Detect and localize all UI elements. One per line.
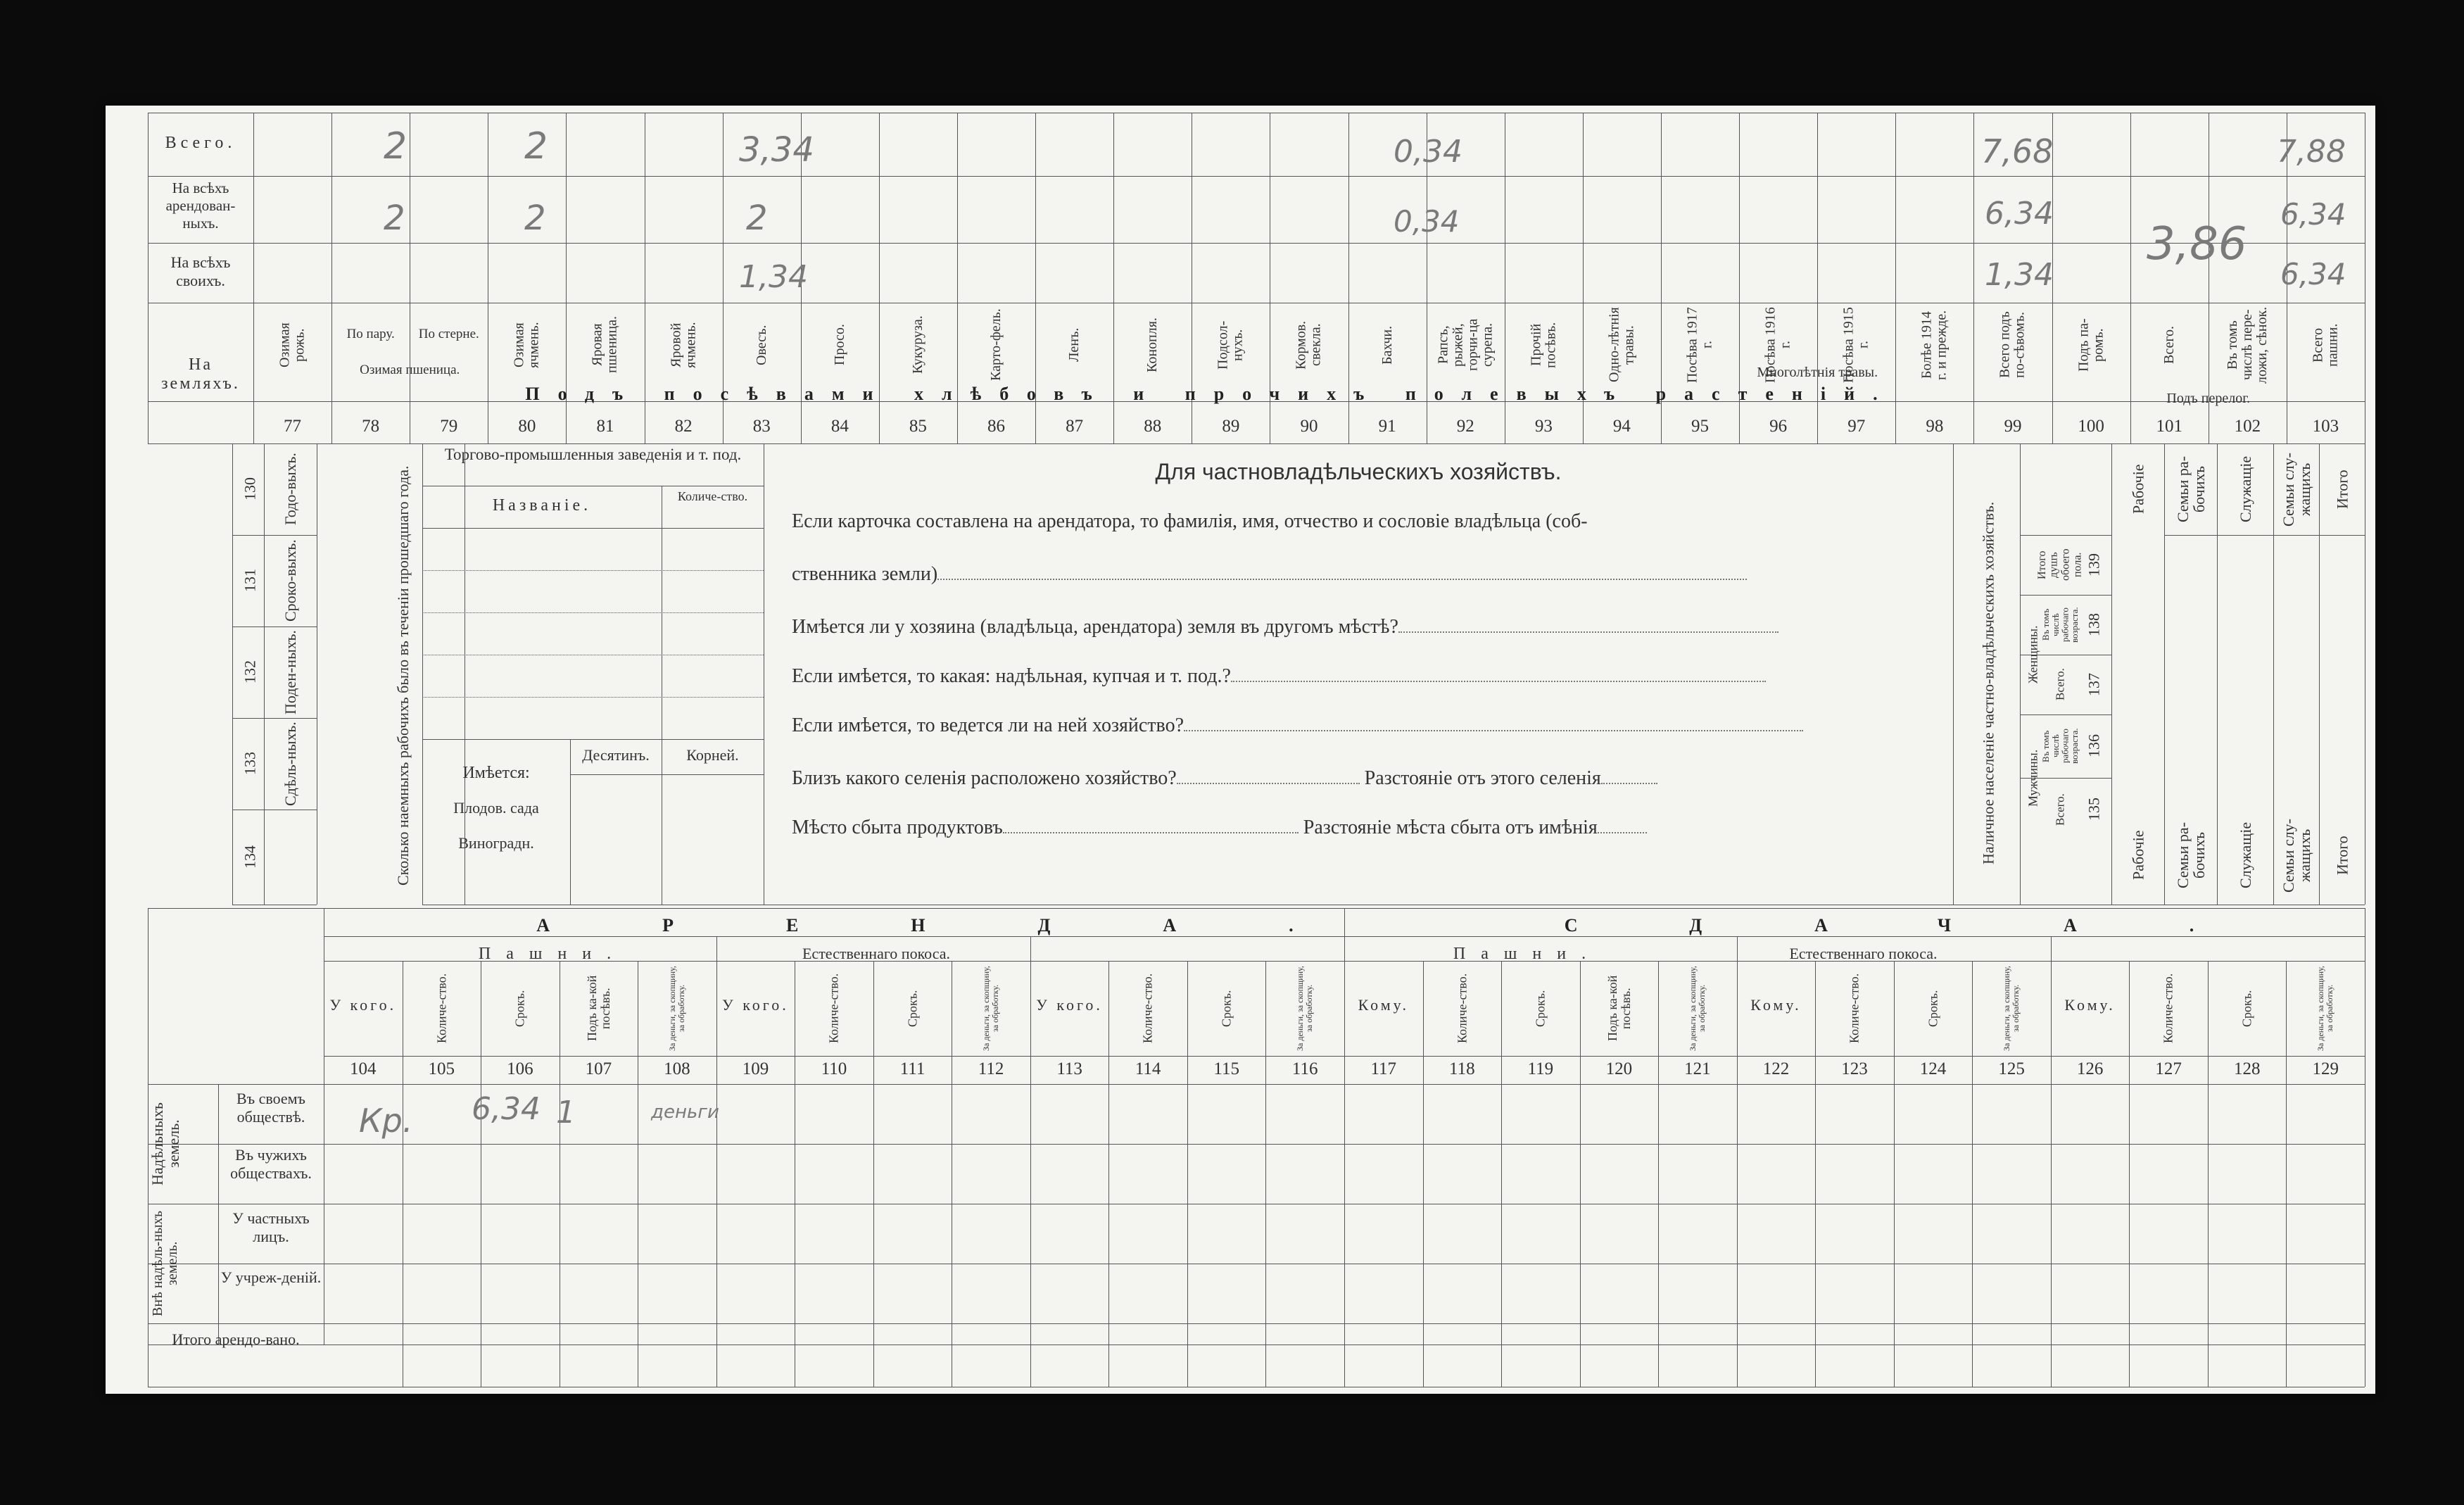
sub-ozimaya-pshenitsa: Озимая пшеница.	[360, 363, 460, 377]
hand-svoi-99: 1,34	[1985, 257, 2054, 293]
women-label: Женщины.	[2026, 625, 2040, 684]
crop-header-84: Просо.	[831, 324, 847, 366]
desyatin-label: Десятинъ.	[582, 746, 650, 764]
bottom-col-line-24	[2208, 961, 2209, 1387]
top-section-title: Подъ посѣвами хлѣбовъ и прочихъ полевыхъ растеній.	[525, 384, 1896, 404]
bottom-col-line-20	[1894, 961, 1895, 1387]
question-5	[792, 767, 1657, 790]
question-1: Если карточка составлена на арендатора, то фамилiя, имя, отчество и сословiе владѣльца (соб-	[792, 510, 1588, 532]
lease-col-header-113: У кого.	[1036, 996, 1103, 1014]
bottom-col-num-119: 119	[1527, 1059, 1554, 1078]
top-col-num-85: 85	[909, 417, 927, 436]
korney-label: Корней.	[686, 746, 739, 764]
bottom-col-num-106: 106	[507, 1059, 533, 1078]
bottom-col-num-112: 112	[978, 1059, 1004, 1078]
question-5b-text: Разстоянiе отъ этого селенiя	[1364, 767, 1601, 789]
top-col-num-93: 93	[1534, 417, 1553, 436]
lease-col-header-110: Количе-ство.	[826, 973, 841, 1044]
top-col-num-82: 82	[674, 417, 693, 436]
bottom-col-num-107: 107	[585, 1059, 612, 1078]
col-num-131: 131	[241, 569, 259, 593]
lease-col-header-107: Подъ ка-кой посѣвъ.	[584, 975, 612, 1042]
crop-header-92: Рапсъ, рыжей, горчи-ца сурепа.	[1435, 318, 1496, 372]
pop-num-139: 139	[2085, 553, 2103, 577]
col-num-133: 133	[241, 752, 259, 776]
crop-header-98: Болѣе 1914 г. и прежде.	[1919, 310, 1950, 380]
lease-col-header-122: Кому.	[1750, 996, 1802, 1014]
bottom-col-num-122: 122	[1762, 1059, 1790, 1078]
lease-col-header-124: Срокъ.	[1926, 990, 1940, 1027]
pop-col-sluzh-bot: Служащiе	[2236, 821, 2254, 889]
col-num-132: 132	[241, 660, 259, 684]
hand-svoi-82: 1,34	[739, 259, 808, 295]
top-col-num-95: 95	[1691, 417, 1710, 436]
lease-col-header-127: Количе-ство.	[2161, 973, 2175, 1044]
hand-bottom-kr: Кр.	[359, 1102, 413, 1140]
top-col-num-86: 86	[987, 417, 1006, 436]
pop-col-sluzh-top: Служащiе	[2236, 455, 2254, 523]
top-col-num-89: 89	[1222, 417, 1240, 436]
bottom-row-line-0	[148, 908, 2365, 909]
bottom-col-num-108: 108	[664, 1059, 690, 1078]
top-col-num-103: 103	[2312, 417, 2339, 436]
top-col-num-78: 78	[362, 417, 380, 436]
crop-header-86: Карто-фель.	[988, 308, 1004, 382]
hand-bottom-money: деньги	[651, 1102, 719, 1123]
top-col-num-77: 77	[284, 417, 302, 436]
bottom-col-num-116: 116	[1291, 1059, 1318, 1078]
top-col-num-79: 79	[440, 417, 458, 436]
top-grid-label-border	[253, 113, 254, 443]
bottom-col-num-111: 111	[899, 1059, 925, 1078]
crop-header-88: Конопля.	[1144, 317, 1161, 372]
pop-col-itogo-top: Итого	[2333, 470, 2351, 509]
pop-num-137: 137	[2085, 673, 2103, 696]
top-col-num-94: 94	[1612, 417, 1631, 436]
arenda-pokos: Естественнаго покоса.	[802, 945, 950, 962]
row-label-vsego: Всего.	[165, 134, 236, 152]
hand-arend-82: 2	[746, 199, 768, 238]
hand-vsego-99: 7,68	[1981, 132, 2054, 170]
sub-perelog: Подъ перелог.	[2166, 391, 2251, 406]
top-col-num-81: 81	[596, 417, 614, 436]
crop-header-100: Подъ па-ромъ.	[2076, 318, 2106, 372]
bottom-col-line-17	[1658, 961, 1659, 1387]
bottom-col-num-117: 117	[1370, 1059, 1397, 1078]
women-v-tom-label: Въ томъ числѣ рабочаго возраста.	[2040, 607, 2080, 643]
men-label: Мужчины.	[2026, 749, 2040, 807]
crop-header-102: Въ томъ числѣ пере-ложи, сѣнок.	[2224, 306, 2270, 384]
hand-arend-79: 2	[524, 199, 546, 238]
top-col-num-84: 84	[830, 417, 849, 436]
pop-col-itogo-bot: Итого	[2333, 836, 2351, 875]
sub-mnogoletnie: Многолѣтнiя травы.	[1757, 365, 1878, 380]
lease-table	[148, 908, 2365, 1387]
crop-header-80: Озимая ячмень.	[511, 322, 542, 368]
lease-col-header-109: У кого.	[722, 996, 789, 1014]
lease-col-header-128: Срокъ.	[2239, 990, 2254, 1027]
crop-header-99: Всего подъ по-сѣвомъ.	[1997, 311, 2028, 379]
top-col-num-100: 100	[2078, 417, 2104, 436]
crop-header-79: По стерне.	[418, 327, 479, 342]
top-grid-row-line-2	[148, 243, 2365, 244]
lease-col-header-119: Срокъ.	[1533, 990, 1548, 1027]
bottom-col-num-126: 126	[2076, 1059, 2104, 1078]
top-col-num-98: 98	[1926, 417, 1944, 436]
row-chastnyh: У частныхъ лицъ.	[232, 1209, 310, 1245]
pop-col-semi-rab-top: Семьи ра-бочихъ	[2173, 455, 2208, 523]
top-grid-left-border	[148, 113, 149, 443]
crop-header-77: Озимая рожь.	[277, 322, 308, 367]
question-6-text: Мѣсто сбыта продуктовъ	[792, 817, 1003, 838]
hand-svoi-103: 6,34	[2280, 257, 2346, 291]
top-col-num-102: 102	[2234, 417, 2261, 436]
bottom-col-num-127: 127	[2155, 1059, 2182, 1078]
bottom-col-line-16	[1580, 961, 1581, 1387]
lease-col-header-125: За деньги, за скопщину, за обработку.	[2002, 966, 2021, 1051]
bottom-col-line-14	[1423, 961, 1424, 1387]
lease-col-header-114: Количе-ство.	[1140, 973, 1155, 1044]
crop-header-81: Яровая пшеница.	[589, 316, 620, 374]
hand-arend-91: 0,34	[1394, 204, 1460, 239]
trade-col-name: Названiе.	[492, 496, 592, 515]
col-num-134: 134	[241, 845, 259, 869]
top-col-num-97: 97	[1847, 417, 1866, 436]
private-farms-block	[764, 443, 1953, 908]
bottom-col-line-11	[1187, 961, 1188, 1387]
lease-col-header-123: Количе-ство.	[1847, 973, 1862, 1044]
question-1b	[792, 563, 1747, 586]
men-vsego-label: Всего.	[2053, 793, 2067, 826]
crop-header-101: Всего.	[2161, 325, 2177, 365]
question-4-text: Если имѣется, то ведется ли на ней хозяйство?	[792, 714, 1184, 736]
row-vne-group-text: Внѣ надѣль-ныхъ земель.	[150, 1211, 180, 1316]
bottom-col-num-121: 121	[1684, 1059, 1711, 1078]
hand-vsego-79: 2	[524, 125, 548, 168]
lbl-sdelnyh: Сдѣль-ныхъ.	[281, 722, 299, 806]
lease-col-header-126: Кому.	[2064, 996, 2116, 1014]
question-6	[792, 817, 1647, 839]
trade-title: Торгово-промышленныя заведенiя и т. под.	[444, 446, 742, 463]
lease-col-header-118: Количе-ство.	[1454, 973, 1469, 1044]
col-num-130: 130	[241, 477, 259, 501]
crop-header-82: Яровой ячмень.	[668, 322, 699, 368]
hand-vsego-77: 2	[384, 125, 407, 168]
crop-header-78: По пару.	[346, 327, 395, 342]
question-1b-text: ственника земли)	[792, 563, 938, 585]
bottom-col-num-114: 114	[1135, 1059, 1161, 1078]
private-title: Для частновладѣльческихъ хозяйствъ.	[1155, 459, 1562, 484]
lbl-godovyh: Годо-выхъ.	[281, 453, 299, 526]
top-col-num-83: 83	[752, 417, 771, 436]
crop-header-97: Посѣва 1915 г.	[1840, 307, 1871, 383]
top-col-num-92: 92	[1456, 417, 1474, 436]
row-uchrezhd: У учреж-денiй.	[220, 1268, 322, 1286]
top-col-num-80: 80	[518, 417, 536, 436]
hand-arend-103: 6,34	[2280, 197, 2346, 232]
lease-col-header-116: За деньги, за скопщину, за обработку.	[1295, 966, 1315, 1051]
bottom-col-num-124: 124	[1919, 1059, 1947, 1078]
row-nadel-group-text: Надѣльныхъ земель.	[148, 1102, 182, 1185]
hand-bottom-qty: 6,34	[472, 1091, 541, 1127]
crop-header-91: Бахчи.	[1379, 325, 1395, 365]
top-col-num-101: 101	[2156, 417, 2182, 436]
top-col-num-91: 91	[1378, 417, 1396, 436]
hired-workers-side-label: Сколько наемныхъ рабочихъ было въ теченiи прошедшаго года.	[393, 465, 412, 886]
sdacha-pokos: Естественнаго покоса.	[1789, 945, 1938, 962]
men-v-tom-label: Въ томъ числѣ рабочаго возраста.	[2040, 728, 2080, 764]
row-nadel-group	[148, 1084, 183, 1204]
lbl-srokovyh: Сроко-выхъ.	[281, 539, 299, 622]
trade-col-qty: Количе-ство.	[677, 489, 748, 503]
top-col-num-99: 99	[2004, 417, 2022, 436]
row-label-arend: На всѣхъ арендован-ныхъ.	[165, 180, 236, 232]
bottom-col-num-115: 115	[1213, 1059, 1239, 1078]
pop-col-semi-rab-bot: Семьи ра-бочихъ	[2173, 821, 2208, 889]
crop-header-87: Ленъ.	[1066, 327, 1082, 363]
row-itogo-arend: Итого арендо-вано.	[172, 1330, 300, 1348]
question-3-text: Если имѣется, то какая: надѣльная, купчая и т. под.?	[792, 665, 1231, 687]
question-2	[792, 616, 1778, 638]
hand-svoi-101: 3,86	[2147, 218, 2247, 270]
top-col-num-88: 88	[1144, 417, 1162, 436]
crop-header-103: Всего пашни.	[2310, 323, 2341, 367]
gardens-label: Плодов. сада	[453, 799, 539, 817]
pop-col-rabochie-bot: Рабочiе	[2129, 830, 2147, 881]
bottom-col-num-109: 109	[742, 1059, 769, 1078]
crop-header-93: Прочiй посѣвъ.	[1528, 322, 1559, 368]
lease-col-header-105: Количе-ство.	[434, 973, 448, 1044]
question-4	[792, 714, 1803, 737]
hand-arend-77: 2	[384, 199, 405, 238]
bottom-col-num-129: 129	[2312, 1059, 2339, 1078]
bottom-arenda-sdacha-split	[1344, 908, 1345, 1387]
bottom-col-num-105: 105	[428, 1059, 455, 1078]
hand-vsego-91: 0,34	[1394, 134, 1462, 170]
row-label-svoi: На всѣхъ своихъ.	[170, 253, 231, 289]
hand-vsego-82: 3,34	[739, 130, 814, 170]
lease-col-header-115: Срокъ.	[1219, 990, 1234, 1027]
crop-header-89: Подсол-нухъ.	[1215, 320, 1246, 370]
bottom-col-num-110: 110	[821, 1059, 847, 1078]
row-chuzhih: Въ чужихъ обществахъ.	[230, 1146, 312, 1182]
row-svoem: Въ своемъ обществѣ.	[236, 1090, 305, 1126]
bottom-col-num-125: 125	[1998, 1059, 2025, 1078]
question-6b-text: Разстоянiе мѣста сбыта отъ имѣнiя	[1303, 817, 1598, 838]
crop-header-96: Посѣва 1916 г.	[1762, 307, 1793, 383]
top-col-num-87: 87	[1066, 417, 1084, 436]
question-2-text: Имѣется ли у хозяина (владѣльца, арендатора) земля въ другомъ мѣстѣ?	[792, 616, 1398, 638]
crop-header-95: Посѣва 1917 г.	[1684, 307, 1715, 383]
question-3	[792, 665, 1766, 688]
question-5-text: Близъ какого селенiя расположено хозяйство?	[792, 767, 1177, 789]
census-card-sheet	[106, 106, 2375, 1394]
trade-block	[422, 443, 764, 908]
itogo-obo-label: Итого душъ обоего пола.	[2035, 548, 2084, 581]
sdacha-pashni: Пашни.	[1453, 945, 1602, 963]
top-col-num-96: 96	[1769, 417, 1788, 436]
pop-num-138: 138	[2085, 613, 2103, 636]
crop-header-90: Кормов. свекла.	[1293, 320, 1324, 370]
bottom-col-line-7	[873, 961, 874, 1387]
top-grid-row-line-1	[148, 176, 2365, 177]
bottom-col-num-128: 128	[2233, 1059, 2261, 1078]
lease-col-header-111: Срокъ.	[905, 990, 920, 1027]
bottom-col-num-123: 123	[1841, 1059, 1868, 1078]
lease-col-header-108: За деньги, за скопщину, за обработку.	[667, 966, 686, 1051]
women-vsego-label: Всего.	[2053, 668, 2067, 701]
lease-col-header-120: Подъ ка-кой посѣвъ.	[1605, 975, 1633, 1042]
lease-col-header-106: Срокъ.	[512, 990, 527, 1027]
crop-header-94: Одно-лѣтнiя травы.	[1606, 307, 1637, 383]
pop-col-semi-sl-bot: Семьи слу-жащихъ	[2279, 818, 2313, 893]
lease-col-header-121: За деньги, за скопщину, за обработку.	[1688, 966, 1707, 1051]
hand-arend-99: 6,34	[1985, 196, 2054, 232]
hand-vsego-103: 7,88	[2277, 134, 2346, 170]
vineyards-label: Виноградн.	[458, 834, 534, 852]
sdacha-title: СДАЧА.	[1564, 915, 2307, 936]
lbl-podennyh: Поден-ныхъ.	[281, 630, 299, 714]
has-label: Имѣется:	[462, 764, 530, 782]
bottom-col-num-104: 104	[350, 1059, 377, 1078]
lease-col-header-129: За деньги, за скопщину, за обработку.	[2315, 966, 2335, 1051]
bottom-col-num-118: 118	[1449, 1059, 1475, 1078]
population-block	[1953, 443, 2365, 908]
population-side-label: Наличное населенiе частно-владѣльческихъ хозяйствъ.	[1979, 501, 1997, 864]
lease-col-header-117: Кому.	[1358, 996, 1409, 1014]
crop-header-85: Кукуруза.	[909, 315, 925, 374]
top-grid-col-line-1	[331, 113, 332, 443]
pop-col-rabochie-top: Рабочiе	[2129, 464, 2147, 515]
crop-header-83: Овесъ.	[753, 325, 769, 365]
pop-num-135: 135	[2085, 798, 2103, 821]
lease-col-header-112: За деньги, за скопщину, за обработку.	[981, 966, 1001, 1051]
pop-num-136: 136	[2085, 734, 2103, 758]
lease-col-header-104: У кого.	[329, 996, 397, 1014]
pop-col-semi-sl-top: Семьи слу-жащихъ	[2279, 452, 2313, 527]
bottom-col-num-120: 120	[1605, 1059, 1633, 1078]
bottom-col-line-15	[1501, 961, 1502, 1387]
arenda-title: АРЕНДА.	[536, 915, 1406, 936]
row-label-na-zemlyah: На земляхъ.	[161, 355, 240, 393]
row-vne-group	[148, 1204, 183, 1323]
hand-bottom-term: 1	[556, 1095, 576, 1131]
bottom-col-num-113: 113	[1056, 1059, 1082, 1078]
top-col-num-90: 90	[1300, 417, 1318, 436]
arenda-pashni: Пашни.	[478, 945, 627, 963]
